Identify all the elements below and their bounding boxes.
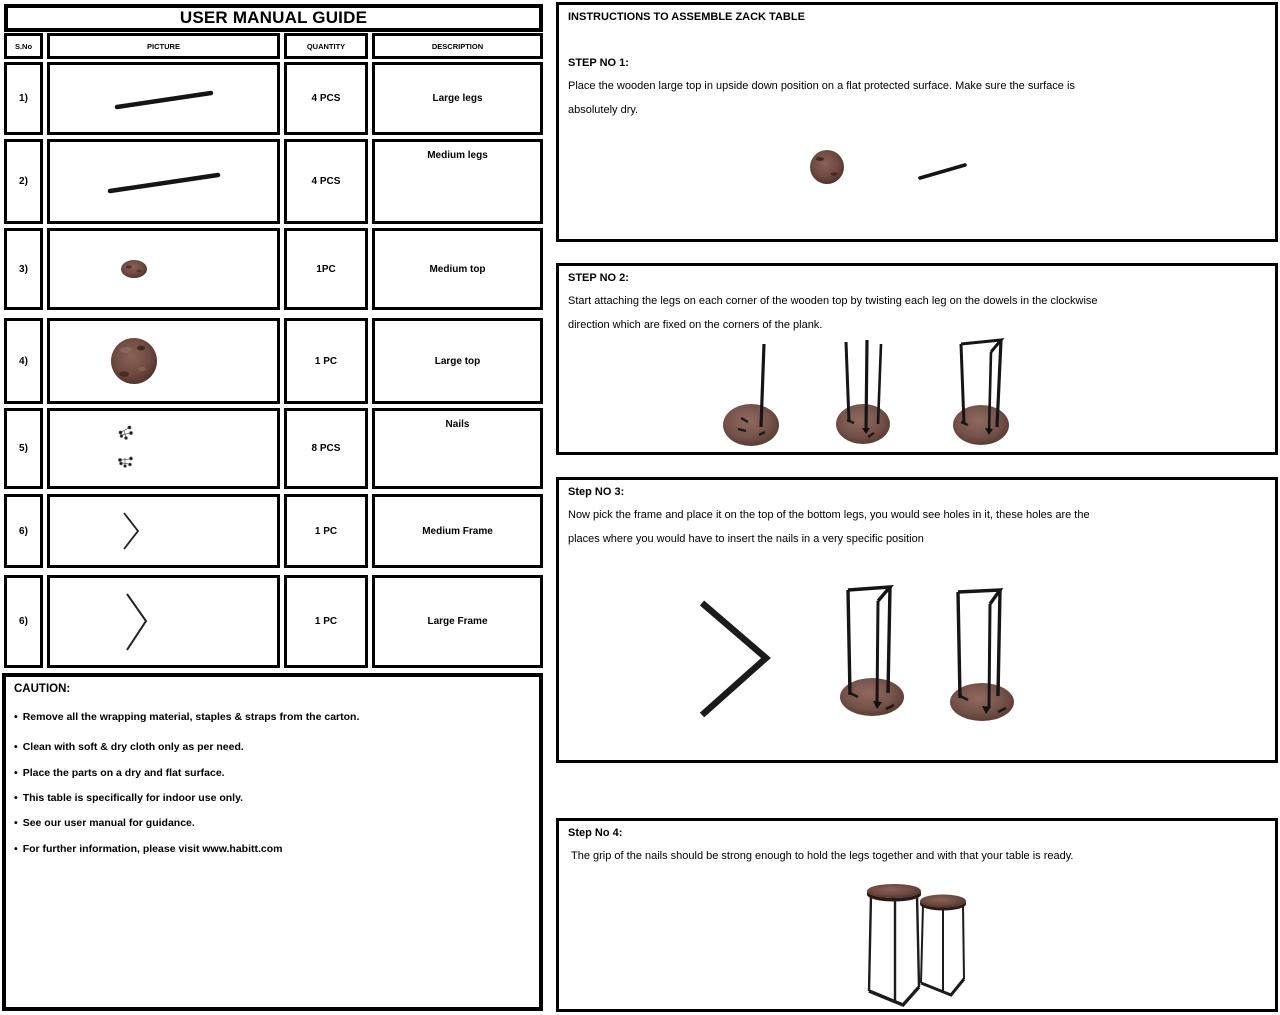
- large-top-image: [108, 336, 160, 386]
- step2-label: STEP NO 2:: [568, 272, 629, 284]
- medium-leg-image: [104, 165, 224, 199]
- picture-cell: [47, 62, 280, 135]
- row-description: Nails: [372, 408, 543, 489]
- row-description: Large Frame: [372, 575, 543, 668]
- caution-item: [14, 843, 531, 856]
- row-description: Large top: [372, 318, 543, 404]
- step3-frame-placement-image: [694, 575, 1029, 725]
- table-row: [4, 318, 543, 404]
- picture-cell: [47, 318, 280, 404]
- step2-assembly-stages-image: [711, 332, 1031, 452]
- step4-label: Step No 4:: [568, 827, 623, 839]
- manual-title: USER MANUAL GUIDE: [179, 8, 368, 27]
- large-leg-image: [109, 84, 219, 114]
- step2-line2: direction which are fixed on the corners of the plank.: [568, 319, 823, 331]
- row-sno: 4): [4, 318, 43, 404]
- picture-cell: [47, 408, 280, 489]
- caution-box: [2, 673, 543, 1011]
- table-header-row: [4, 33, 543, 59]
- row-quantity: 1PC: [284, 228, 368, 310]
- table-row: [4, 62, 543, 135]
- column-header-quantity: QUANTITY: [284, 33, 368, 59]
- caution-item-text: This table is specifically for indoor use only.: [22, 791, 244, 804]
- step3-label: Step NO 3:: [568, 486, 625, 498]
- row-quantity: 8 PCS: [284, 408, 368, 489]
- caution-item-text: For further information, please visit www.habitt.com: [22, 842, 283, 855]
- caution-item: [14, 792, 531, 805]
- table-row: [4, 575, 543, 668]
- bullet-icon: •: [14, 842, 18, 855]
- step1-line2: absolutely dry.: [568, 104, 639, 116]
- caution-item: [14, 817, 531, 830]
- caution-item: [14, 711, 531, 724]
- table-row: [4, 139, 543, 224]
- picture-cell: [47, 494, 280, 568]
- step3-box: [556, 477, 1278, 763]
- bullet-icon: •: [14, 711, 18, 723]
- row-sno: 1): [4, 62, 43, 135]
- table-row: [4, 494, 543, 568]
- picture-cell: [47, 575, 280, 668]
- row-sno: 6): [4, 575, 43, 668]
- table-row: [4, 228, 543, 310]
- caution-item: [14, 741, 531, 754]
- caution-item-text: See our user manual for guidance.: [22, 816, 195, 829]
- step1-label: STEP NO 1:: [568, 57, 629, 69]
- large-frame-image: [120, 590, 152, 654]
- medium-top-image: [118, 257, 150, 281]
- row-description: Medium Frame: [372, 494, 543, 568]
- medium-frame-image: [118, 509, 144, 553]
- step2-box: [556, 263, 1278, 455]
- caution-item-text: Remove all the wrapping material, staples & straps from the carton.: [22, 711, 360, 723]
- row-quantity: 1 PC: [284, 575, 368, 668]
- caution-item-text: Place the parts on a dry and flat surface.: [22, 766, 225, 779]
- manual-title-box: [4, 4, 543, 32]
- step1-box: [556, 2, 1278, 242]
- step4-box: [556, 818, 1278, 1012]
- row-sno: 6): [4, 494, 43, 568]
- caution-item-text: Clean with soft & dry cloth only as per need.: [22, 740, 244, 753]
- instructions-title: INSTRUCTIONS TO ASSEMBLE ZACK TABLE: [568, 11, 805, 23]
- picture-cell: [47, 228, 280, 310]
- picture-cell: [47, 139, 280, 224]
- column-header-description: DESCRIPTION: [372, 33, 543, 59]
- row-description: Medium legs: [372, 139, 543, 224]
- row-quantity: 1 PC: [284, 494, 368, 568]
- step4-line1: The grip of the nails should be strong enough to hold the legs together and with that your table is ready.: [571, 850, 1074, 862]
- step3-line1: Now pick the frame and place it on the top of the bottom legs, you would see holes in it, these holes are the: [568, 509, 1090, 521]
- row-quantity: 4 PCS: [284, 62, 368, 135]
- row-sno: 5): [4, 408, 43, 489]
- bullet-icon: •: [14, 791, 18, 804]
- step2-line1: Start attaching the legs on each corner of the wooden top by twisting each leg on the dowels in the clockwise: [568, 295, 1098, 307]
- step1-line1: Place the wooden large top in upside down position on a flat protected surface. Make sure the surface is: [568, 80, 1075, 92]
- row-quantity: 1 PC: [284, 318, 368, 404]
- caution-item: [14, 767, 531, 780]
- row-quantity: 4 PCS: [284, 139, 368, 224]
- row-sno: 3): [4, 228, 43, 310]
- caution-title: CAUTION:: [14, 683, 71, 695]
- row-description: Medium top: [372, 228, 543, 310]
- column-header-sno: S.No: [4, 33, 43, 59]
- row-sno: 2): [4, 139, 43, 224]
- nails-image: [113, 423, 139, 475]
- bullet-icon: •: [14, 816, 18, 829]
- bullet-icon: •: [14, 766, 18, 779]
- row-description: Large legs: [372, 62, 543, 135]
- step3-line2: places where you would have to insert the nails in a very specific position: [568, 533, 924, 545]
- bullet-icon: •: [14, 740, 18, 753]
- table-row: [4, 408, 543, 489]
- finished-nesting-tables-image: [859, 883, 979, 1008]
- step1-top-and-leg-image: [807, 145, 977, 193]
- column-header-picture: PICTURE: [47, 33, 280, 59]
